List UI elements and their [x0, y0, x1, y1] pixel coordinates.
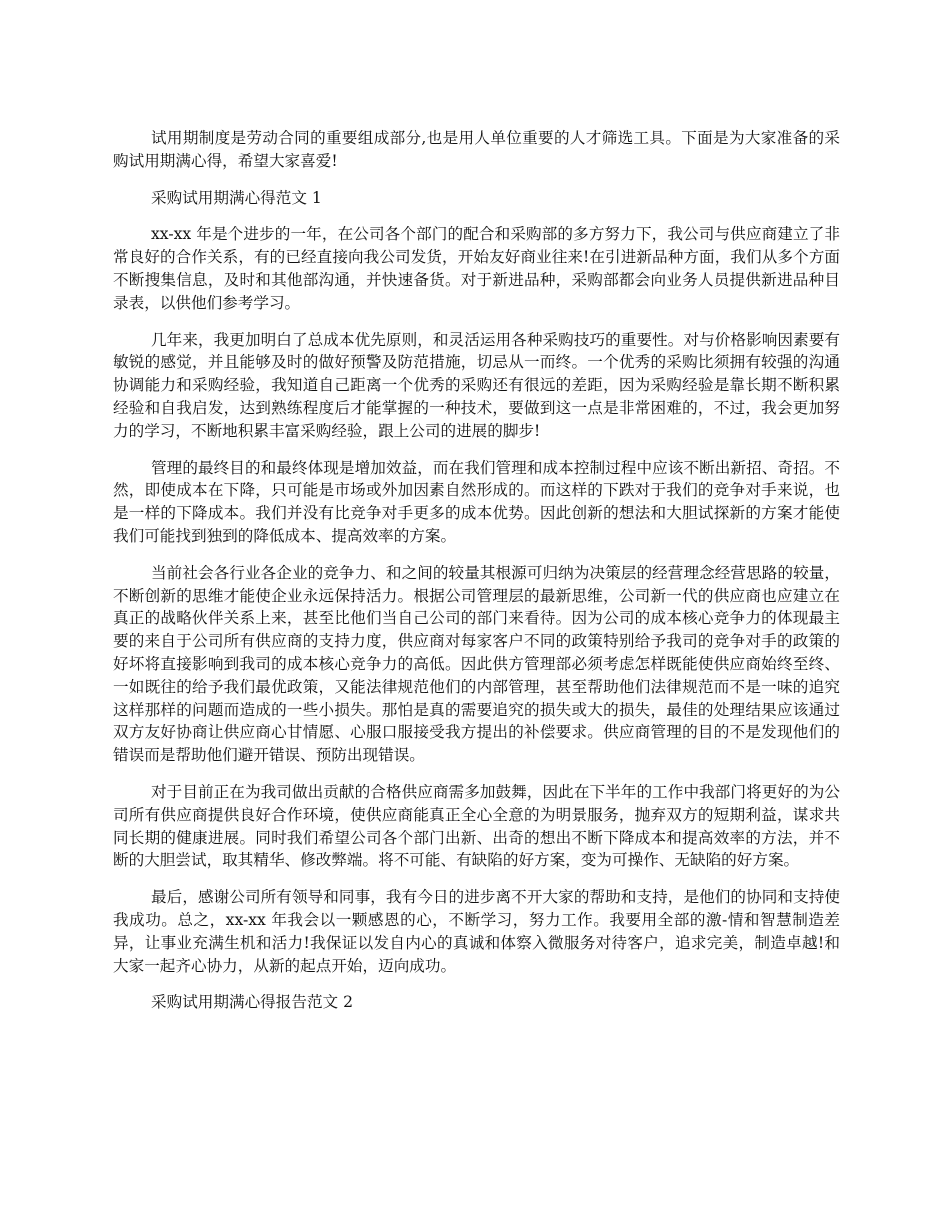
- section-heading-2: 采购试用期满心得报告范文 2: [151, 993, 354, 1012]
- body-paragraph: 最后，感谢公司所有领导和同事，我有今日的进步离不开大家的帮助和支持，是他们的协同和支持使我成功。总之，xx-xx 年我会以一颗感恩的心，不断学习，努力工作。我要用全部的激-情和智慧制造差异，让事业充满生机和活力!我保证以发自内心的真诚和体察入微服务对待客户，追求完美，制造卓越!和大家一起齐心协力，从新的起点开始，迈向成功。: [113, 888, 840, 975]
- body-paragraph: 几年来，我更加明白了总成本优先原则，和灵活运用各种采购技巧的重要性。对与价格影响因素要有敏锐的感觉，并且能够及时的做好预警及防范措施，切忌从一而终。一个优秀的采购比须拥有较强的沟通协调能力和采购经验，我知道自己距离一个优秀的采购还有很远的差距，因为采购经验是靠长期不断积累经验和自我启发，达到熟练程度后才能掌握的一种技术，要做到这一点是非常困难的，不过，我会更加努力的学习，不断地积累丰富采购经验，跟上公司的进展的脚步!: [113, 330, 840, 440]
- body-paragraph: 对于目前正在为我司做出贡献的合格供应商需多加鼓舞，因此在下半年的工作中我部门将更好的为公司所有供应商提供良好合作环境，使供应商能真正全心全意的为明景服务，抛弃双方的短期利益，谋求共同长期的健康进展。同时我们希望公司各个部门出新、出奇的想出不断下降成本和提高效率的方法，并不断的大胆尝试，取其精华、修改弊端。将不可能、有缺陷的好方案，变为可操作、无缺陷的好方案。: [113, 782, 840, 870]
- body-paragraph: xx-xx 年是个进步的一年，在公司各个部门的配合和采购部的多方努力下，我公司与供应商建立了非常良好的合作关系，有的已经直接向我公司发货，开始友好商业往来!在引进新品种方面，我们从多个方面不断搜集信息，及时和其他部沟通，并快速备货。对于新进品种，采购部都会向业务人员提供新进品种目录表，以供他们参考学习。: [113, 225, 840, 312]
- section-heading-1: 采购试用期满心得范文 1: [151, 188, 322, 207]
- body-paragraph: 管理的最终目的和最终体现是增加效益，而在我们管理和成本控制过程中应该不断出新招、奇招。不然，即使成本在下降，只可能是市场或外加因素自然形成的。而这样的下跌对于我们的竞争对手来说，也是一样的下降成本。我们并没有比竞争对手更多的成本优势。因此创新的想法和大胆试探新的方案才能使我们可能找到独到的降低成本、提高效率的方案。: [113, 458, 840, 545]
- body-paragraph: 当前社会各行业各企业的竞争力、和之间的较量其根源可归纳为决策层的经营理念经营思路的较量，不断创新的思维才能使企业永远保持活力。根据公司管理层的最新思维，公司新一代的供应商也应建立在真正的战略伙伴关系上来，甚至比他们当自己公司的部门来看待。因为公司的成本核心竞争力的体现最主要的来自于公司所有供应商的支持力度，供应商对每家客户不同的政策特别给予我司的竞争对手的政策的好坏将直接影响到我司的成本核心竞争力的高低。因此供方管理部必须考虑怎样既能使供应商始终至终、一如既往的给予我们最优政策，又能法律规范他们的内部管理，甚至帮助他们法律规范而不是一味的追究这样那样的问题而造成的一些小损失。那怕是真的需要追究的损失或大的损失，最佳的处理结果应该通过双方友好协商让供应商心甘情愿、心服口服接受我方提出的补偿要求。供应商管理的目的不是发现他们的错误而是帮助他们避开错误、预防出现错误。: [113, 563, 840, 765]
- document-body: [113, 127, 840, 1028]
- intro-paragraph: 试用期制度是劳动合同的重要组成部分,也是用人单位重要的人才筛选工具。下面是为大家准备的采购试用期满心得，希望大家喜爱!: [113, 129, 840, 170]
